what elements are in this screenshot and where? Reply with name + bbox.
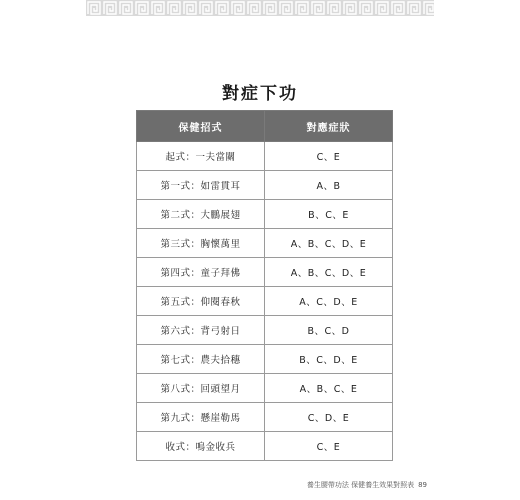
- decorative-fret-border: [86, 0, 434, 16]
- table-row: [137, 171, 393, 200]
- symptoms-cell: C、E: [265, 142, 393, 171]
- table-row: [137, 142, 393, 171]
- table-row: [137, 432, 393, 461]
- page-title: 對症下功: [222, 84, 298, 104]
- symptoms-cell: A、B: [265, 171, 393, 200]
- table-row: [137, 200, 393, 229]
- table-row: [137, 229, 393, 258]
- running-title: 養生腰帶功法 保健養生效果對照表: [306, 481, 415, 489]
- symptoms-cell: B、C、E: [265, 200, 393, 229]
- column-header-move: 保健招式: [137, 111, 265, 142]
- table-row: [137, 258, 393, 287]
- move-cell: 收式：鳴金收兵: [137, 432, 265, 461]
- symptoms-cell: A、B、C、D、E: [265, 229, 393, 258]
- move-cell: 第二式：大鵬展翅: [137, 200, 265, 229]
- symptoms-cell: A、B、C、E: [265, 374, 393, 403]
- move-cell: 第四式：童子拜佛: [137, 258, 265, 287]
- symptoms-cell: A、C、D、E: [265, 287, 393, 316]
- table-row: [137, 316, 393, 345]
- symptoms-cell: C、E: [265, 432, 393, 461]
- move-cell: 第九式：懸崖勒馬: [137, 403, 265, 432]
- page-footer: [307, 480, 427, 490]
- move-cell: 第五式：仰閱春秋: [137, 287, 265, 316]
- move-cell: 第七式：農夫拾穗: [137, 345, 265, 374]
- symptoms-cell: B、C、D、E: [265, 345, 393, 374]
- table-row: [137, 374, 393, 403]
- move-cell: 第三式：胸懷萬里: [137, 229, 265, 258]
- column-header-symptoms: 對應症狀: [265, 111, 393, 142]
- symptoms-cell: A、B、C、D、E: [265, 258, 393, 287]
- symptoms-cell: C、D、E: [265, 403, 393, 432]
- table-row: [137, 345, 393, 374]
- page-number: 89: [418, 481, 427, 489]
- table-header-row: [137, 111, 393, 142]
- symptoms-cell: B、C、D: [265, 316, 393, 345]
- move-cell: 第一式：如雷貫耳: [137, 171, 265, 200]
- move-cell: 第六式：背弓射日: [137, 316, 265, 345]
- table-row: [137, 403, 393, 432]
- remedy-table: [136, 110, 393, 461]
- move-cell: 起式：一夫當關: [137, 142, 265, 171]
- table-row: [137, 287, 393, 316]
- move-cell: 第八式：回頭望月: [137, 374, 265, 403]
